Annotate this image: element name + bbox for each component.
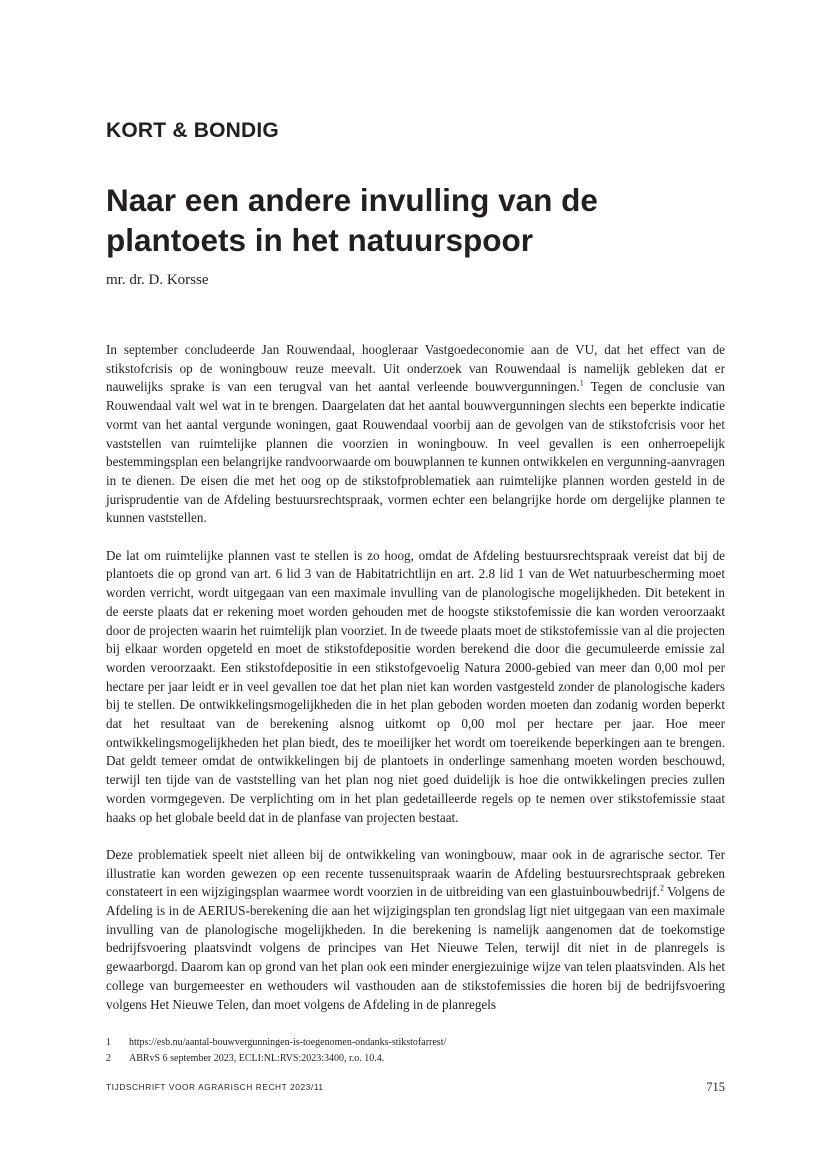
footnote-number: 1 xyxy=(106,1037,111,1048)
article-body xyxy=(106,341,725,1014)
paragraph-1-text-b: Tegen de conclusie van Rouwendaal valt wel wat in te brengen. Daargelaten dat het aantal bouwvergunningen slechts een beperkte indicatie vormt van het aantal vergunde woningen, gaat Rouwendaal voorbij aan de gevolgen van de stikstofcrisis voor het vaststellen van ruimtelijke plannen die voorzien in woningbouw. In veel gevallen is een onherroepelijk bestemmingsplan een belangrijke randvoorwaarde om bouwplannen te kunnen ontwikkelen en vergunning-aanvragen in te dienen. De eisen die met het oog op de stikstofproblematiek aan ruimtelijke plannen worden gesteld in de jurisprudentie van de Afdeling bestuursrechtspraak, vormen echter een belangrijke horde om dergelijke plannen te kunnen vaststellen. xyxy=(106,379,725,526)
page-number: 715 xyxy=(706,1080,725,1094)
paragraph-3-text-a: Deze problematiek speelt niet alleen bij de ontwikkeling van woningbouw, maar ook in de agrarische sector. Ter illustratie kan worden gewezen op een recente tussenuitspraak waarin de Afdeling bestuursrechtspraak gebreken constateert in een wijzigingsplan waarmee wordt voorzien in de uitbreiding van een glastuinbouwbedrijf. xyxy=(106,846,725,900)
article-title: Naar een andere invulling van de plantoets in het natuurspoor xyxy=(106,182,598,258)
paragraph-1-text-a: In september concludeerde Jan Rouwendaal, hoogleraar Vastgoedeconomie aan de VU, dat het effect van de stikstofcrisis op de woningbouw reuze meevalt. Uit onderzoek van Rouwendaal is namelijk gebleken dat er nauwelijks sprake is van een terugval van het aantal verleende bouwvergunningen. xyxy=(106,342,725,395)
footnote-2 xyxy=(106,1051,725,1067)
section-kicker: KORT & BONDIG xyxy=(106,119,279,142)
footnote-text: ABRvS 6 september 2023, ECLI:NL:RVS:2023:3400, r.o. 10.4. xyxy=(129,1053,385,1064)
paragraph-3-text-b: Volgens de Afdeling is in de AERIUS-berekening die aan het wijzigingsplan ten grondslag ligt niet uitgegaan van een maximale invulling van de planologische mogelijkheden. In die berekening is namelijk aangenomen dat de toekomstige bedrijfsvoering plaatsvindt volgens de principes van Het Nieuwe Telen, terwijl dit niet in de planregels is gewaarborgd. Daarom kan op grond van het plan ook een minder energiezuinige wijze van telen plaatsvinden. Als het college van burgemeester en wethouders wil vasthouden aan de stikstofemissies die horen bij de bedrijfsvoering volgens Het Nieuwe Telen, dan moet volgens de Afdeling in de planregels xyxy=(106,884,725,1012)
article-author: mr. dr. D. Korsse xyxy=(106,272,209,288)
footnotes xyxy=(106,1035,725,1067)
footnote-number: 2 xyxy=(106,1053,111,1064)
footnote-1 xyxy=(106,1035,725,1051)
journal-footer: TIJDSCHRIFT VOOR AGRARISCH RECHT 2023/11 xyxy=(106,1082,324,1092)
paragraph-3 xyxy=(106,846,725,1014)
footnote-ref-2[interactable]: 2 xyxy=(659,883,664,893)
paragraph-1 xyxy=(106,341,725,528)
paragraph-2: De lat om ruimtelijke plannen vast te stellen is zo hoog, omdat de Afdeling bestuursrechtspraak vereist dat bij de plantoets die op grond van art. 6 lid 3 van de Habitatrichtlijn en art. 2.8 lid 1 van de Wet natuurbescherming moet worden verricht, wordt uitgegaan van een maximale invulling van de planologische mogelijkheden. Dit betekent in de eerste plaats dat er rekening moet worden gehouden met de hoogste stikstofemissie die kan worden veroorzaakt door de projecten waarin het ruimtelijk plan voorziet. In de tweede plaats moet de stikstofemissie van al die projecten bij elkaar worden opgeteld en moet de stikstofdepositie worden berekend die door die gecumuleerde emissie zal worden veroorzaakt. Een stikstofdepositie in een stikstofgevoelig Natura 2000-gebied van meer dan 0,00 mol per hectare per jaar leidt er in veel gevallen toe dat het plan niet kan worden vastgesteld zonder de planologische kaders bij te stellen. De ontwikkelingsmogelijkheden die in het plan geboden worden moeten dan zodanig worden beperkt dat het resultaat van de berekening alsnog uitkomt op 0,00 mol per hectare per jaar. Hoe meer ontwikkelingsmogelijkheden het plan biedt, des te moeilijker het wordt om toereikende beperkingen aan te brengen. Dat geldt temeer omdat de ontwikkelingen bij de plantoets in onderlinge samenhang moeten worden beschouwd, terwijl ten tijde van de vaststelling van het plan nog niet goed duidelijk is hoe die ontwikkelingen precies zullen worden vormgegeven. De verplichting om in het plan gedetailleerde regels op te nemen over stikstofemissie staat haaks op het globale beeld dat in de planfase van projecten bestaat. xyxy=(106,547,725,825)
footnote-link[interactable]: https://esb.nu/aantal-bouwvergunningen-is-toegenomen-ondanks-stikstofarrest/ xyxy=(129,1037,447,1048)
footnote-ref-1[interactable]: 1 xyxy=(579,379,584,389)
